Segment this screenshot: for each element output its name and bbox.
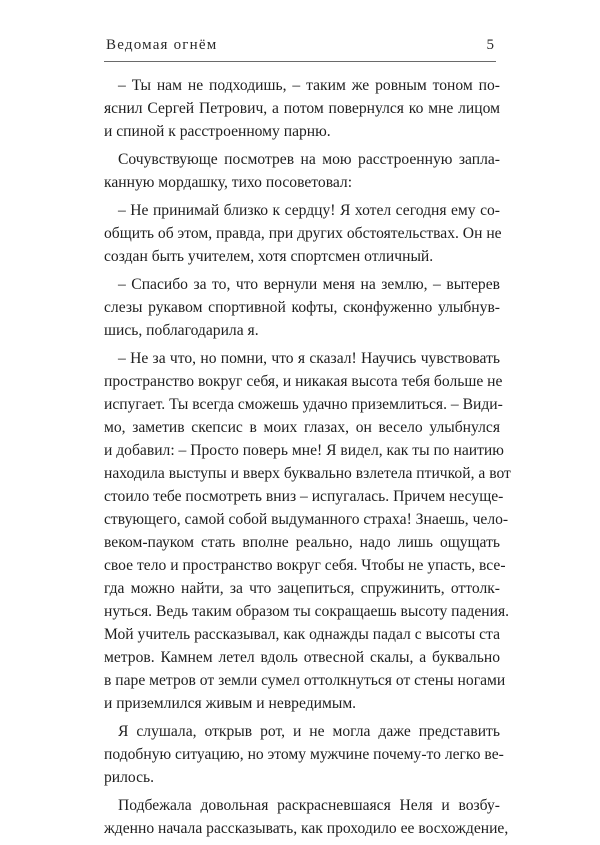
text-line: – Ты нам не подходишь, – таким же ровным тоном по- <box>118 77 500 94</box>
text-line: гда можно найти, за что зацепиться, спружинить, оттолк- <box>104 580 500 597</box>
text-line: пространство вокруг себя, и никакая высота тебя больше не <box>104 373 503 390</box>
text-line: рилось. <box>104 769 155 786</box>
text-line: подобную ситуацию, но этому мужчине почему-то легко ве- <box>104 746 504 763</box>
text-line: нуться. Ведь таким образом ты сокращаешь высоту падения. <box>104 603 510 620</box>
text-line: испугает. Ты всегда сможешь удачно приземлиться. – Види- <box>104 396 503 413</box>
body-text <box>104 74 511 845</box>
running-header <box>104 37 496 62</box>
text-line: – Не за что, но помни, что я сказал! Научись чувствовать <box>118 350 500 367</box>
paragraph <box>104 720 504 789</box>
paragraph <box>104 347 511 715</box>
paragraph <box>104 794 509 840</box>
text-line: Я слушала, открыв рот, и не могла даже представить <box>118 723 500 740</box>
text-line: шись, поблагодарила я. <box>104 322 259 339</box>
text-line: находила выступы и вверх буквально взлетела птичкой, а вот <box>104 465 511 482</box>
text-line: слезы рукавом спортивной кофты, сконфуженно улыбнув- <box>104 299 500 316</box>
text-line: – Не принимай близко к сердцу! Я хотел сегодня ему со- <box>118 202 500 219</box>
text-line: общить об этом, правда, при других обстоятельствах. Он не <box>104 225 502 242</box>
text-line: – Спасибо за то, что вернули меня на землю, – вытерев <box>118 276 500 293</box>
page-number: 5 <box>486 37 494 53</box>
paragraph <box>104 74 500 143</box>
book-title: Ведомая огнём <box>106 37 218 53</box>
text-line: стоило тебе посмотреть вниз – испугалась. Причем несуще- <box>104 488 504 505</box>
text-line: Сочувствующе посмотрев на мою расстроенную запла- <box>118 151 500 168</box>
text-line: веком-пауком стать вполне реально, надо лишь ощущать <box>104 534 500 551</box>
text-line: свое тело и пространство вокруг себя. Чтобы не упасть, все- <box>104 557 506 574</box>
text-line: и спиной к расстроенному парню. <box>104 123 331 140</box>
text-line: метров. Камнем летел вдоль отвесной скалы, а буквально <box>104 649 500 666</box>
text-line: канную мордашку, тихо посоветовал: <box>104 174 353 191</box>
text-line: жденно начала рассказывать, как проходило ее восхождение, <box>104 820 509 837</box>
text-line: и добавил: – Просто поверь мне! Я видел, как ты по наитию <box>104 442 504 459</box>
text-line: яснил Сергей Петрович, а потом повернулся ко мне лицом <box>104 100 500 117</box>
paragraph <box>104 148 500 194</box>
text-line: ствующего, самой собой выдуманного страха! Знаешь, чело- <box>104 511 509 528</box>
paragraph <box>104 199 500 268</box>
paragraph <box>104 273 500 342</box>
text-line: Подбежала довольная раскрасневшаяся Неля и возбу- <box>118 797 500 814</box>
text-line: мо, заметив скепсис в моих глазах, он весело улыбнулся <box>104 419 500 436</box>
text-line: Мой учитель рассказывал, как однажды падал с высоты ста <box>104 626 500 643</box>
text-line: и приземлился живым и невредимым. <box>104 695 357 712</box>
text-line: в паре метров от земли сумел оттолкнуться от стены ногами <box>104 672 506 689</box>
text-line: создан быть учителем, хотя спортсмен отличный. <box>104 248 434 265</box>
